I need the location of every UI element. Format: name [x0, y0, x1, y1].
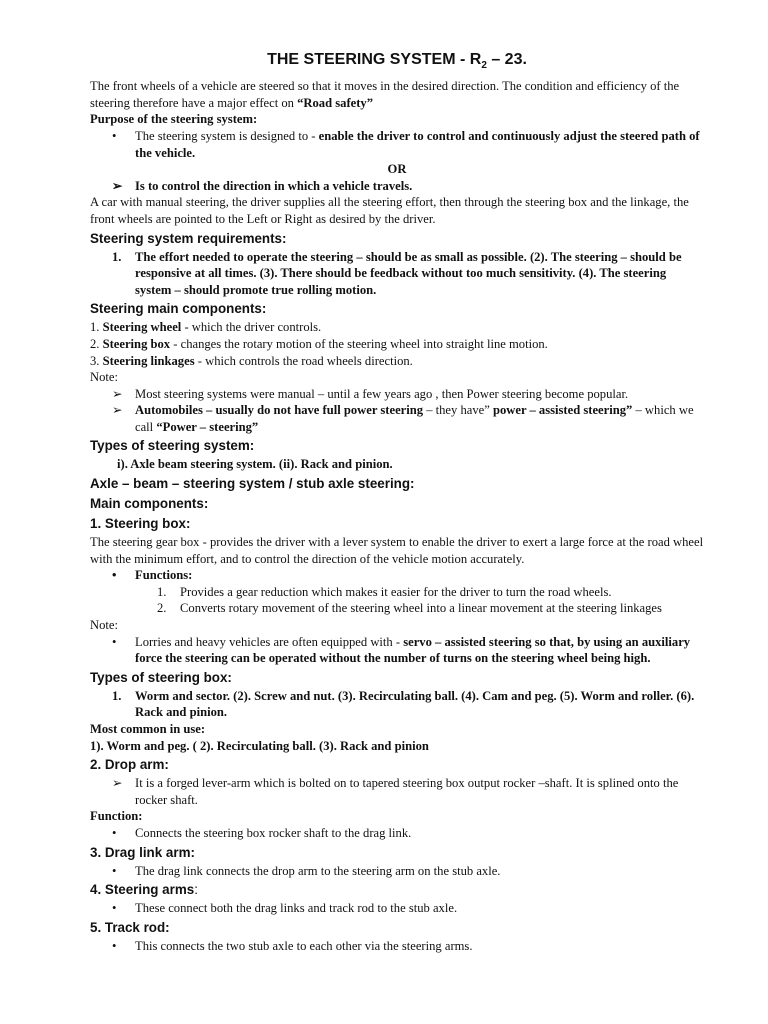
note-bold-text: servo – assisted steering so that, by using an auxiliary force the steering can be operated without the number of turns on the steering wheel being high. [135, 634, 691, 666]
note-2-bold-2: power – assisted steering” [492, 403, 633, 418]
bullet-icon: • [112, 825, 117, 840]
intro-bold: “Road safety” [297, 95, 374, 110]
component-item-1 [90, 319, 704, 336]
components-heading: Steering main components: [90, 301, 267, 317]
function-text: Provides a gear reduction which makes it easier for the driver to turn the road wheels. [180, 584, 612, 599]
component-desc: - which the driver controls. [181, 320, 322, 335]
steering-arms-colon: : [194, 882, 198, 898]
types-heading: Types of steering system: [90, 438, 255, 454]
component-number: 2. [90, 336, 103, 351]
function-item-1 [90, 584, 704, 601]
manual-steering-paragraph: A car with manual steering, the driver supplies all the steering effort, then through the steering box and the linkage, the front wheels are pointed to the Left or Right as desired by the driver. [90, 195, 689, 226]
note-2-tail: – which we call [135, 403, 694, 434]
drop-arm-heading: 2. Drop arm: [90, 757, 169, 773]
most-common-heading: Most common in use: [90, 722, 206, 736]
arrow-bullet-icon: ➢ [112, 403, 123, 418]
purpose-heading: Purpose of the steering system: [90, 112, 258, 127]
component-item-2 [90, 336, 704, 353]
steering-box-paragraph: The steering gear box - provides the driver with a lever system to enable the driver to exert a large force at the road wheel with the minimum effort, and to control the direction of the vehicle motion accurately. [90, 535, 704, 566]
page-title [90, 50, 704, 76]
bullet-icon: • [112, 634, 117, 649]
component-number: 1. [90, 320, 103, 335]
steering-arms-heading [90, 881, 704, 899]
function-item-2 [90, 600, 704, 617]
types-text: i). Axle beam steering system. (ii). Rack and pinion. [117, 457, 393, 472]
drop-arm-text: It is a forged lever-arm which is bolted on to tapered steering box output rocker –shaft. It is splined onto the rocker shaft. [135, 776, 679, 807]
track-rod-text: This connects the two stub axle to each other via the steering arms. [135, 938, 473, 953]
drag-link-item [90, 863, 704, 880]
note-2-mid: – they have” [423, 403, 493, 418]
requirements-text: The effort needed to operate the steering – should be as small as possible. (2). The steering – should be responsive at all times. (3). There should be feedback without too much sensitivity. (4). The steering system – should promote true rolling motion. [135, 249, 682, 297]
track-rod-heading: 5. Track rod: [90, 919, 170, 935]
functions-bullet [90, 567, 704, 584]
requirements-heading: Steering system requirements: [90, 230, 287, 246]
steering-box-note-label: Note: [90, 618, 118, 633]
purpose-bullet-text: The steering system is designed to - [135, 128, 319, 143]
function-text: Converts rotary movement of the steering wheel into a linear movement at the steering linkages [180, 601, 662, 616]
components-note-2 [90, 402, 704, 435]
purpose-bullet-bold: enable the driver to control and continuously adjust the steered path of the vehicle. [135, 128, 700, 160]
functions-label: Functions: [135, 568, 193, 583]
steering-arms-text: These connect both the drag links and track rod to the stub axle. [135, 901, 458, 916]
main-components-heading: Main components: [90, 496, 209, 512]
box-types-number: 1. [112, 688, 122, 703]
drop-arm-function-text: Connects the steering box rocker shaft to the drag link. [135, 825, 412, 840]
bullet-icon: • [112, 568, 117, 583]
drop-arm-function-item [90, 825, 704, 842]
requirements-number: 1. [112, 249, 122, 264]
purpose-bullet [90, 128, 704, 161]
steering-arms-heading-text: 4. Steering arms [90, 882, 195, 898]
component-desc: - changes the rotary motion of the steering wheel into straight line motion. [170, 336, 548, 351]
components-note-1 [90, 386, 704, 403]
title-main: THE STEERING SYSTEM - R [267, 51, 482, 68]
components-note-label: Note: [90, 370, 118, 385]
note-pre-text: Lorries and heavy vehicles are often equipped with - [135, 634, 404, 649]
drop-arm-function-heading: Function: [90, 809, 143, 824]
drag-link-heading: 3. Drag link arm: [90, 844, 195, 860]
title-subscript: 2 [481, 60, 487, 72]
requirements-item [90, 249, 704, 299]
title-tail: – 23. [486, 51, 527, 68]
purpose-or: OR [387, 162, 407, 177]
axle-beam-heading: Axle – beam – steering system / stub axle steering: [90, 476, 415, 492]
purpose-arrow-item [90, 178, 704, 195]
box-types-item [90, 688, 704, 721]
steering-box-heading: 1. Steering box: [90, 516, 191, 532]
function-number: 2. [157, 601, 167, 616]
steering-box-note-bullet [90, 634, 704, 667]
steering-arms-item [90, 900, 704, 917]
document-page [90, 50, 704, 954]
components-note-1-text: Most steering systems were manual – until a few years ago , then Power steering become popular. [135, 386, 629, 401]
purpose-arrow-text: Is to control the direction in which a vehicle travels. [135, 178, 413, 193]
drag-link-text: The drag link connects the drop arm to the steering arm on the stub axle. [135, 863, 501, 878]
component-desc: - which controls the road wheels direction. [194, 353, 413, 368]
function-number: 1. [157, 584, 167, 599]
bullet-icon: • [112, 901, 117, 916]
component-name: Steering box [102, 336, 171, 351]
bullet-icon: • [112, 938, 117, 953]
intro-text: The front wheels of a vehicle are steered so that it moves in the desired direction. The condition and efficiency of the steering therefore have a major effect on [90, 79, 680, 110]
track-rod-item [90, 938, 704, 955]
arrow-bullet-icon: ➢ [112, 386, 123, 401]
intro-paragraph [90, 78, 704, 111]
bullet-icon: • [112, 863, 117, 878]
note-2-bold: Automobiles – usually do not have full power steering [135, 403, 424, 418]
arrow-bullet-icon: ➢ [112, 178, 123, 193]
component-name: Steering wheel [102, 320, 182, 335]
component-item-3 [90, 353, 704, 370]
box-types-heading: Types of steering box: [90, 669, 232, 685]
bullet-icon: • [112, 128, 117, 143]
drop-arm-item [90, 775, 704, 808]
box-types-text: Worm and sector. (2). Screw and nut. (3). Recirculating ball. (4). Cam and peg. (5). Worm and roller. (6). Rack and pinion. [135, 688, 695, 720]
most-common-text: 1). Worm and peg. ( 2). Recirculating ball. (3). Rack and pinion [90, 738, 429, 753]
component-name: Steering linkages [102, 353, 195, 368]
note-2-bold-3: “Power – steering” [156, 419, 259, 434]
arrow-bullet-icon: ➢ [112, 776, 123, 791]
component-number: 3. [90, 353, 103, 368]
